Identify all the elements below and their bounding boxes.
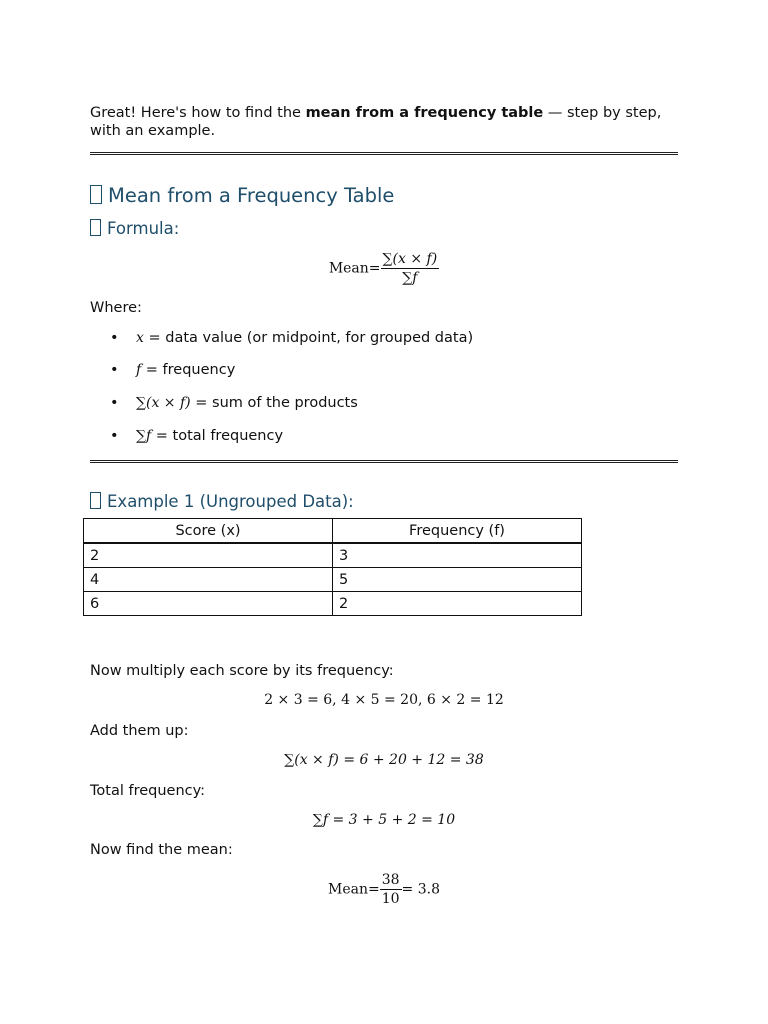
bullet-symbol: f bbox=[136, 362, 142, 378]
mean-fraction bbox=[380, 871, 402, 908]
table-cell: 3 bbox=[333, 543, 582, 568]
table-cell: 2 bbox=[84, 543, 333, 568]
table-cell: 2 bbox=[333, 592, 582, 616]
list-item: • x = data value (or midpoint, for grouped data) bbox=[110, 330, 474, 346]
table-header-row bbox=[84, 519, 582, 544]
table-cell: 5 bbox=[333, 568, 582, 592]
intro-paragraph bbox=[90, 104, 670, 140]
table-cell: 4 bbox=[84, 568, 333, 592]
list-item: • f = frequency bbox=[110, 362, 236, 378]
table-row bbox=[84, 543, 582, 568]
intro-suffix: — step by step, with an example. bbox=[90, 105, 662, 139]
formula-fraction bbox=[381, 250, 440, 287]
column-header-score: Score (x) bbox=[84, 519, 333, 544]
emoji-placeholder-icon bbox=[90, 492, 101, 509]
formula-numerator: ∑(x × f) bbox=[382, 251, 438, 267]
table-row bbox=[84, 592, 582, 616]
page-title-text: Mean from a Frequency Table bbox=[108, 184, 395, 207]
multiply-label: Now multiply each score by its frequency: bbox=[90, 663, 394, 679]
list-item: • ∑f = total frequency bbox=[110, 428, 284, 444]
page-title bbox=[90, 184, 394, 207]
mean-numerator: 38 bbox=[381, 872, 400, 888]
formula-mean-label: Mean bbox=[328, 260, 369, 277]
total-equation: ∑f = 3 + 5 + 2 = 10 bbox=[312, 812, 456, 828]
table-cell: 6 bbox=[84, 592, 333, 616]
bullet-symbol: ∑f bbox=[136, 428, 152, 444]
emoji-placeholder-icon bbox=[90, 219, 101, 236]
intro-prefix: Great! Here's how to find the bbox=[90, 105, 306, 121]
horizontal-rule bbox=[90, 460, 678, 463]
mean-label: Now find the mean: bbox=[90, 842, 233, 858]
add-equation: ∑(x × f) = 6 + 20 + 12 = 38 bbox=[284, 752, 484, 768]
bullet-text: = data value (or midpoint, for grouped data) bbox=[143, 330, 474, 346]
multiply-equation: 2 × 3 = 6, 4 × 5 = 20, 6 × 2 = 12 bbox=[264, 692, 504, 708]
mean-word: Mean bbox=[328, 881, 368, 898]
bullet-text: = total frequency bbox=[151, 428, 284, 444]
bullet-symbol: x bbox=[136, 330, 144, 346]
formula-denominator: ∑f bbox=[402, 270, 418, 286]
where-label: Where: bbox=[90, 300, 142, 316]
frequency-table bbox=[83, 518, 582, 616]
list-item: • ∑(x × f) = sum of the products bbox=[110, 395, 358, 411]
total-label: Total frequency: bbox=[90, 783, 206, 799]
mean-denominator: 10 bbox=[381, 891, 400, 907]
example-heading bbox=[90, 492, 354, 511]
bullet-text: = sum of the products bbox=[190, 395, 358, 411]
mean-equation: Mean= $\frac{38}{10}$ = 3.8 bbox=[328, 872, 440, 907]
add-label: Add them up: bbox=[90, 723, 189, 739]
table-row bbox=[84, 568, 582, 592]
bullet-text: = frequency bbox=[141, 362, 236, 378]
formula-heading-text: Formula: bbox=[107, 219, 180, 238]
horizontal-rule bbox=[90, 152, 678, 155]
example-heading-text: Example 1 (Ungrouped Data): bbox=[107, 492, 354, 511]
mean-result: = 3.8 bbox=[401, 881, 440, 898]
column-header-frequency: Frequency (f) bbox=[333, 519, 582, 544]
formula-heading bbox=[90, 219, 179, 238]
bullet-symbol: ∑(x × f) bbox=[136, 395, 191, 411]
intro-bold: mean from a frequency table bbox=[305, 105, 544, 121]
mean-formula: Mean= $\frac{\sum(x \times f)}{\sum f}$ bbox=[328, 251, 438, 286]
emoji-placeholder-icon bbox=[90, 185, 102, 204]
